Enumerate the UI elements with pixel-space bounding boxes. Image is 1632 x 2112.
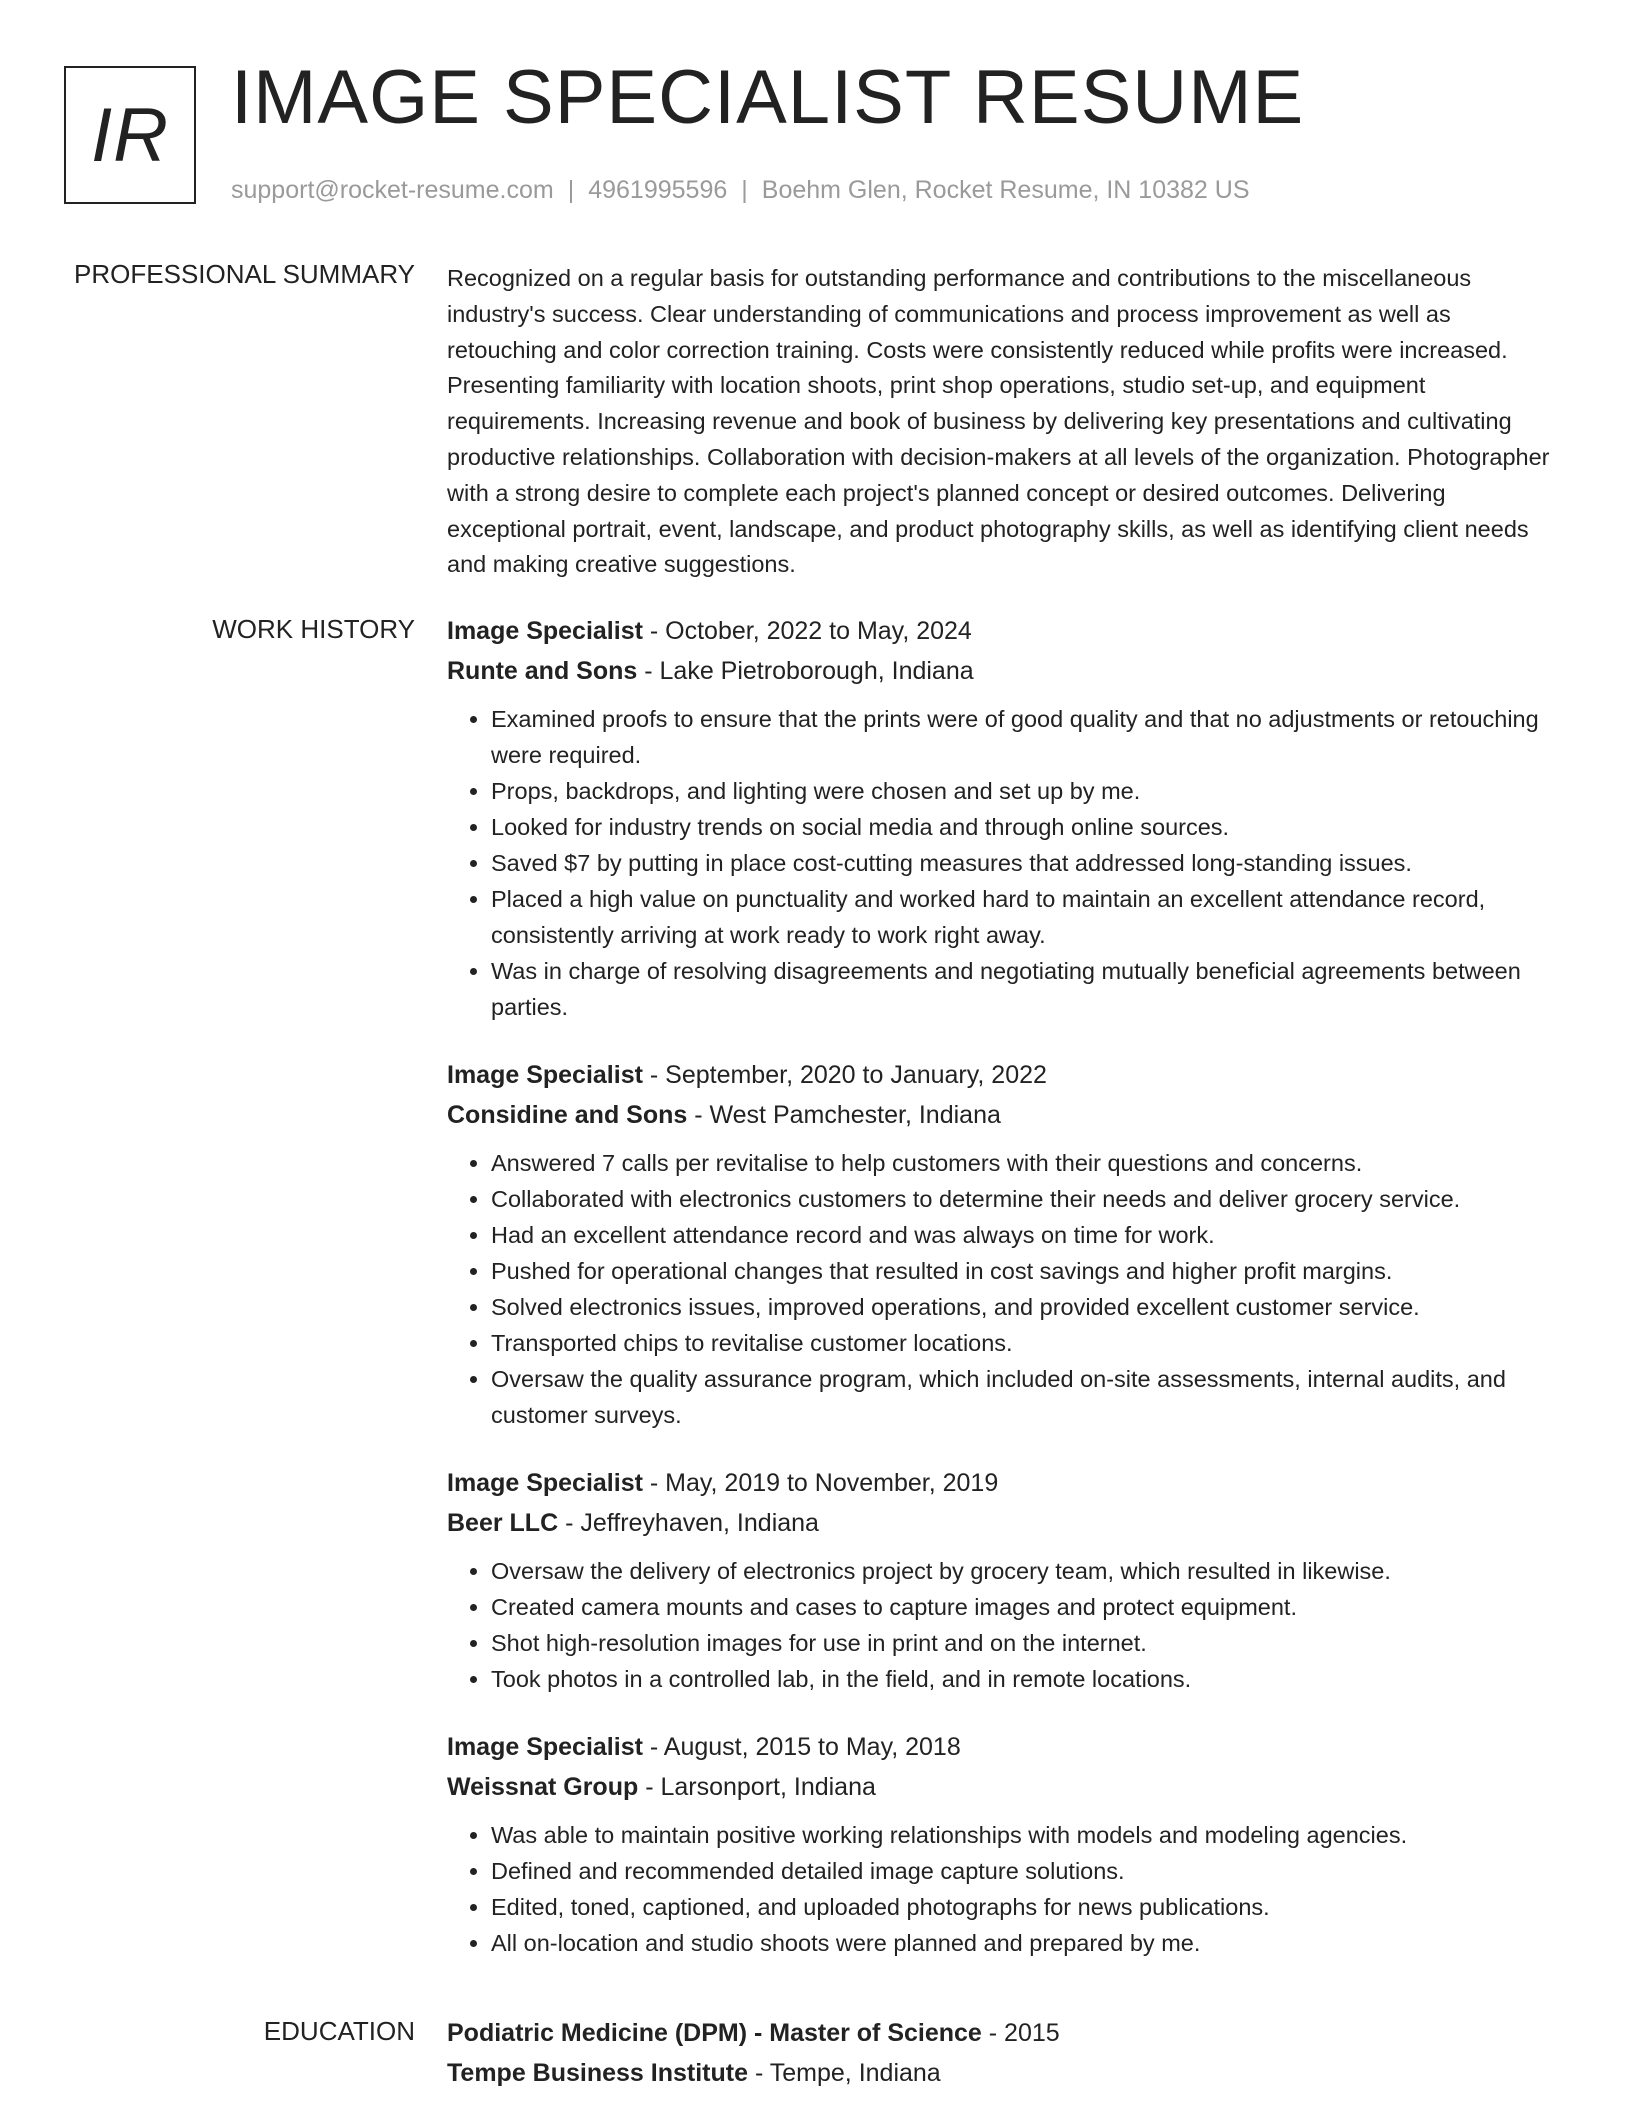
education-degree-line: [447, 2013, 1562, 2053]
contact-separator: |: [741, 176, 748, 204]
job-bullet: • Took photos in a controlled lab, in the field, and in remote locations.: [491, 1661, 1562, 1697]
job-title: Image Specialist: [447, 1061, 643, 1089]
education-school-line: [447, 2053, 1562, 2093]
job-company: Runte and Sons: [447, 657, 638, 685]
job-dates: - May, 2019 to November, 2019: [642, 1469, 999, 1497]
job-bullet: • Looked for industry trends on social media and through online sources.: [491, 809, 1562, 845]
job-bullet: • Examined proofs to ensure that the prints were of good quality and that no adjustments or retouching were required.: [491, 701, 1562, 773]
job-location: - Jeffreyhaven, Indiana: [558, 1509, 819, 1537]
education-location: - Tempe, Indiana: [748, 2059, 941, 2087]
job-title-line: [447, 1463, 1562, 1503]
job-title-line: [447, 1055, 1562, 1095]
job-entry: [447, 611, 1562, 1025]
job-bullet: • Solved electronics issues, improved operations, and provided excellent customer service.: [491, 1289, 1562, 1325]
job-dates: - August, 2015 to May, 2018: [642, 1733, 961, 1761]
job-location: - Lake Pietroborough, Indiana: [637, 657, 974, 685]
job-title: Image Specialist: [447, 617, 643, 645]
job-title: Image Specialist: [447, 1733, 643, 1761]
contact-phone[interactable]: 4961995596: [588, 176, 728, 204]
education-degree: Podiatric Medicine (DPM) - Master of Science: [447, 2019, 982, 2047]
resume-title: IMAGE SPECIALIST RESUME: [231, 55, 1305, 140]
monogram-logo: IR: [64, 66, 196, 204]
education-year: - 2015: [981, 2019, 1060, 2047]
job-bullet: • Pushed for operational changes that resulted in cost savings and higher profit margins.: [491, 1253, 1562, 1289]
job-bullet: • Transported chips to revitalise customer locations.: [491, 1325, 1562, 1361]
job-bullet: • Had an excellent attendance record and was always on time for work.: [491, 1217, 1562, 1253]
job-bullet: • Answered 7 calls per revitalise to help customers with their questions and concerns.: [491, 1145, 1562, 1181]
job-bullet: • Shot high-resolution images for use in print and on the internet.: [491, 1625, 1562, 1661]
job-location: - Larsonport, Indiana: [638, 1773, 876, 1801]
section-label-education: EDUCATION: [263, 2016, 415, 2046]
job-entry: [447, 1055, 1562, 1433]
job-bullet: • Oversaw the quality assurance program, which included on-site assessments, internal audits, and customer surveys.: [491, 1361, 1562, 1433]
job-bullet-list: [447, 1817, 1562, 1961]
contact-address: Boehm Glen, Rocket Resume, IN 10382 US: [761, 176, 1250, 204]
job-company-line: [447, 651, 1562, 691]
job-bullet: • All on-location and studio shoots were planned and prepared by me.: [491, 1925, 1562, 1961]
job-bullet-list: [447, 1145, 1562, 1433]
job-company: Beer LLC: [447, 1509, 559, 1537]
job-title-line: [447, 1727, 1562, 1767]
job-bullet: • Oversaw the delivery of electronics project by grocery team, which resulted in likewise.: [491, 1553, 1562, 1589]
job-bullet: • Edited, toned, captioned, and uploaded photographs for news publications.: [491, 1889, 1562, 1925]
job-location: - West Pamchester, Indiana: [687, 1101, 1001, 1129]
job-company: Weissnat Group: [447, 1773, 639, 1801]
job-bullet: • Props, backdrops, and lighting were chosen and set up by me.: [491, 773, 1562, 809]
job-company-line: [447, 1095, 1562, 1135]
job-list: [447, 611, 1562, 1991]
job-dates: - October, 2022 to May, 2024: [642, 617, 972, 645]
summary-text: Recognized on a regular basis for outstanding performance and contributions to the miscellaneous industry's success. Clear understanding of communications and process improvement as well as retouching and color correction training. Costs were consistently reduced while profits were increased. Presenting familiarity with location shoots, print shop operations, studio set-up, and equipment requirements. Increasing revenue and book of business by delivering key presentations and cultivating productive relationships. Collaboration with decision-makers at all levels of the organization. Photographer with a strong desire to complete each project's planned concept or desired outcomes. Delivering exceptional portrait, event, landscape, and product photography skills, as well as identifying client needs and making creative suggestions.: [447, 265, 1550, 578]
contact-separator: |: [567, 176, 575, 204]
job-bullet: • Saved $7 by putting in place cost-cutting measures that addressed long-standing issues.: [491, 845, 1562, 881]
job-company-line: [447, 1767, 1562, 1807]
job-entry: [447, 1727, 1562, 1961]
job-bullet: • Was able to maintain positive working relationships with models and modeling agencies.: [491, 1817, 1562, 1853]
section-label-summary: PROFESSIONAL SUMMARY: [74, 259, 415, 289]
job-bullet: • Placed a high value on punctuality and worked hard to maintain an excellent attendance record, consistently arriving at work ready to work right away.: [491, 881, 1562, 953]
job-company-line: [447, 1503, 1562, 1543]
job-title: Image Specialist: [447, 1469, 643, 1497]
section-label-work-history: WORK HISTORY: [212, 614, 415, 644]
job-bullet: • Created camera mounts and cases to capture images and protect equipment.: [491, 1589, 1562, 1625]
job-bullet-list: [447, 701, 1562, 1025]
contact-line: [231, 176, 1250, 205]
job-bullet: • Was in charge of resolving disagreements and negotiating mutually beneficial agreements between parties.: [491, 953, 1562, 1025]
job-bullet: • Collaborated with electronics customers to determine their needs and deliver grocery service.: [491, 1181, 1562, 1217]
education-school: Tempe Business Institute: [447, 2059, 748, 2087]
job-title-line: [447, 611, 1562, 651]
job-bullet-list: [447, 1553, 1562, 1697]
job-dates: - September, 2020 to January, 2022: [642, 1061, 1047, 1089]
contact-email[interactable]: support@rocket-resume.com: [231, 176, 554, 204]
job-bullet: • Defined and recommended detailed image capture solutions.: [491, 1853, 1562, 1889]
job-entry: [447, 1463, 1562, 1697]
job-company: Considine and Sons: [447, 1101, 688, 1129]
